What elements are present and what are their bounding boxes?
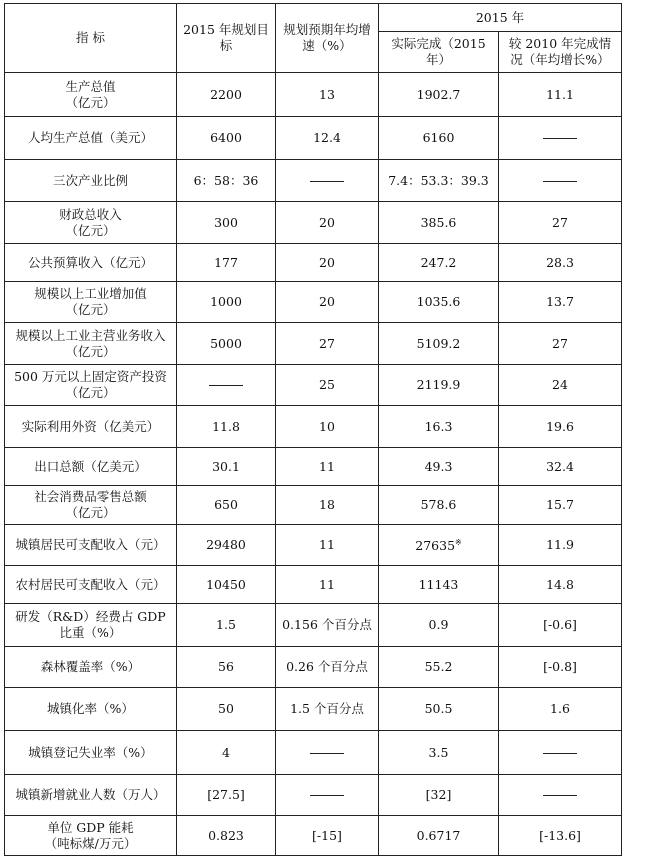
cell-value: 25 bbox=[319, 377, 335, 392]
cell-target bbox=[177, 73, 276, 117]
cell-compare bbox=[499, 647, 622, 688]
cell-value: 13 bbox=[319, 86, 335, 102]
cell-target bbox=[177, 486, 276, 525]
indicator-name bbox=[5, 566, 177, 604]
table-row bbox=[5, 244, 622, 282]
cell-target bbox=[177, 282, 276, 323]
indicator-name-line: 农村居民可支配收入（元） bbox=[15, 576, 166, 592]
cell-value: [-13.6] bbox=[539, 827, 581, 843]
cell-value: 3.5 bbox=[428, 744, 449, 760]
cell-growth bbox=[276, 647, 379, 688]
cell-target bbox=[177, 566, 276, 604]
cell-value: 0.9 bbox=[428, 617, 449, 632]
cell-value: 0.6717 bbox=[416, 827, 461, 843]
cell-target bbox=[177, 365, 276, 406]
cell-value: 32.4 bbox=[546, 458, 574, 474]
cell-actual bbox=[379, 117, 499, 160]
empty-dash bbox=[543, 138, 577, 139]
indicator-name bbox=[5, 406, 177, 448]
header-compare: 较 2010 年完成情况（年均增长%） bbox=[499, 32, 622, 73]
indicator-name bbox=[5, 365, 177, 406]
indicator-name-line: （亿元） bbox=[65, 505, 116, 520]
plan-indicators-table bbox=[4, 3, 622, 856]
cell-value: 16.3 bbox=[424, 418, 453, 434]
cell-value: 1.5 个百分点 bbox=[290, 701, 364, 716]
cell-growth bbox=[276, 688, 379, 731]
cell-compare bbox=[499, 525, 622, 566]
indicator-name bbox=[5, 486, 177, 525]
table-row bbox=[5, 688, 622, 731]
table-row bbox=[5, 486, 622, 525]
indicator-name-line: 公共预算收入（亿元） bbox=[27, 254, 153, 270]
cell-actual bbox=[379, 160, 499, 202]
table-row bbox=[5, 73, 622, 117]
cell-growth bbox=[276, 202, 379, 244]
cell-target bbox=[177, 525, 276, 566]
cell-value: 12.4 bbox=[313, 130, 341, 145]
table-row bbox=[5, 775, 622, 816]
cell-actual bbox=[379, 406, 499, 448]
indicator-name bbox=[5, 202, 177, 244]
cell-value: 10450 bbox=[206, 576, 246, 592]
indicator-name-line: 规模以上工业增加值 bbox=[34, 286, 147, 301]
indicator-name-line: （吨标煤/万元） bbox=[44, 835, 137, 851]
cell-compare bbox=[499, 365, 622, 406]
cell-target bbox=[177, 323, 276, 365]
table-row bbox=[5, 731, 622, 775]
indicator-name-line: （亿元） bbox=[65, 302, 116, 317]
cell-value: 20 bbox=[319, 214, 335, 230]
note-mark: ※ bbox=[455, 538, 462, 548]
indicator-name-line: （亿元） bbox=[65, 222, 116, 238]
cell-value: 11 bbox=[319, 576, 335, 592]
cell-compare bbox=[499, 448, 622, 486]
indicator-name bbox=[5, 448, 177, 486]
cell-value: 1902.7 bbox=[416, 86, 461, 102]
cell-value: 20 bbox=[319, 254, 335, 270]
cell-value: 11 bbox=[319, 537, 335, 552]
cell-value: 14.8 bbox=[546, 576, 574, 592]
empty-dash bbox=[310, 181, 344, 182]
cell-value: 177 bbox=[214, 254, 238, 270]
indicator-name-line: 出口总额（亿美元） bbox=[34, 458, 147, 474]
indicator-name-line: 实际利用外资（亿美元） bbox=[21, 418, 160, 434]
cell-target bbox=[177, 647, 276, 688]
cell-value: 27 bbox=[319, 335, 335, 351]
cell-value: 49.3 bbox=[424, 458, 453, 474]
cell-value: 50 bbox=[218, 701, 234, 716]
table-row bbox=[5, 406, 622, 448]
cell-value: 27635 bbox=[415, 538, 456, 554]
cell-value: 11.8 bbox=[212, 418, 240, 434]
cell-value: 11.1 bbox=[546, 86, 574, 102]
cell-value: [27.5] bbox=[207, 787, 245, 802]
cropped-footnote bbox=[0, 844, 651, 849]
cell-target bbox=[177, 244, 276, 282]
indicator-name-line: 社会消费品零售总额 bbox=[34, 489, 147, 504]
cell-value: 29480 bbox=[206, 537, 246, 552]
empty-dash bbox=[543, 181, 577, 182]
cell-actual bbox=[379, 688, 499, 731]
cell-target bbox=[177, 406, 276, 448]
cell-value: 578.6 bbox=[420, 497, 457, 512]
indicator-name-line: 城镇登记失业率（%） bbox=[28, 744, 153, 760]
cell-actual bbox=[379, 323, 499, 365]
indicator-name bbox=[5, 117, 177, 160]
cell-value: 50.5 bbox=[424, 701, 453, 716]
cell-compare bbox=[499, 566, 622, 604]
cell-compare bbox=[499, 73, 622, 117]
cell-value: 18 bbox=[319, 497, 335, 512]
cell-compare bbox=[499, 160, 622, 202]
indicator-name-line: （亿元） bbox=[65, 343, 116, 359]
indicator-name-line: 单位 GDP 能耗 bbox=[47, 819, 134, 835]
indicator-name-line: 财政总收入 bbox=[59, 206, 122, 222]
cell-compare bbox=[499, 323, 622, 365]
cell-growth bbox=[276, 160, 379, 202]
indicator-name bbox=[5, 73, 177, 117]
cell-actual bbox=[379, 365, 499, 406]
cell-growth bbox=[276, 816, 379, 856]
cell-actual bbox=[379, 244, 499, 282]
header-target: 2015 年规划目标 bbox=[177, 4, 276, 73]
cell-target bbox=[177, 448, 276, 486]
table-row bbox=[5, 365, 622, 406]
empty-dash bbox=[310, 795, 344, 796]
indicator-name bbox=[5, 282, 177, 323]
indicator-name bbox=[5, 160, 177, 202]
cell-growth bbox=[276, 282, 379, 323]
cell-value: 28.3 bbox=[546, 254, 574, 270]
cell-value: 2200 bbox=[210, 86, 242, 102]
cell-actual bbox=[379, 448, 499, 486]
cell-actual bbox=[379, 816, 499, 856]
indicator-name-line: （亿元） bbox=[65, 385, 116, 400]
cell-value: 11 bbox=[319, 458, 335, 474]
table-row bbox=[5, 604, 622, 647]
cell-value: 27 bbox=[552, 214, 568, 230]
cell-value: 24 bbox=[552, 377, 568, 392]
cell-value: 0.823 bbox=[208, 827, 244, 843]
indicator-name-line: 比重（%） bbox=[59, 625, 122, 640]
cell-target bbox=[177, 731, 276, 775]
cell-value: 13.7 bbox=[546, 294, 574, 309]
indicator-name-line: 研发（R&D）经费占 GDP bbox=[15, 609, 166, 624]
indicator-name-line: 城镇新增就业人数（万人） bbox=[15, 787, 166, 802]
table-row bbox=[5, 282, 622, 323]
header-growth: 规划预期年均增速（%） bbox=[276, 4, 379, 73]
cell-value: 6160 bbox=[422, 130, 455, 145]
cell-value: 247.2 bbox=[420, 254, 457, 270]
cell-value: 5109.2 bbox=[416, 335, 461, 351]
indicator-name bbox=[5, 647, 177, 688]
indicator-name bbox=[5, 604, 177, 647]
indicator-name-line: 规模以上工业主营业务收入 bbox=[15, 327, 166, 343]
table-row bbox=[5, 566, 622, 604]
indicator-name bbox=[5, 731, 177, 775]
table-row bbox=[5, 117, 622, 160]
cell-value: 30.1 bbox=[212, 458, 240, 474]
cell-target bbox=[177, 202, 276, 244]
cell-target bbox=[177, 160, 276, 202]
cell-compare bbox=[499, 282, 622, 323]
cell-growth bbox=[276, 604, 379, 647]
cell-value: 56 bbox=[218, 659, 234, 674]
cell-growth bbox=[276, 775, 379, 816]
table-row bbox=[5, 525, 622, 566]
cell-growth bbox=[276, 406, 379, 448]
cell-compare bbox=[499, 406, 622, 448]
cell-compare bbox=[499, 816, 622, 856]
cell-compare bbox=[499, 244, 622, 282]
cell-growth bbox=[276, 365, 379, 406]
table-row bbox=[5, 647, 622, 688]
cell-value: 1.5 bbox=[216, 617, 236, 632]
cell-value: 1000 bbox=[210, 294, 242, 309]
cell-actual bbox=[379, 604, 499, 647]
table-row bbox=[5, 160, 622, 202]
cell-growth bbox=[276, 73, 379, 117]
cell-target bbox=[177, 775, 276, 816]
indicator-name bbox=[5, 688, 177, 731]
cell-value: 650 bbox=[214, 497, 238, 512]
cell-value: 6400 bbox=[210, 130, 242, 145]
cell-growth bbox=[276, 731, 379, 775]
cell-value: 11.9 bbox=[546, 537, 574, 552]
indicator-name-line: 三次产业比例 bbox=[52, 172, 128, 188]
cell-target bbox=[177, 688, 276, 731]
cell-value: 27 bbox=[552, 335, 568, 351]
cell-value: 2119.9 bbox=[416, 377, 461, 392]
indicator-name bbox=[5, 525, 177, 566]
table-row bbox=[5, 202, 622, 244]
cell-value: [-0.8] bbox=[543, 659, 577, 674]
indicator-name-line: （亿元） bbox=[65, 94, 116, 110]
indicator-name-line: 生产总值 bbox=[65, 78, 116, 94]
cell-value: 15.7 bbox=[546, 497, 574, 512]
header-actual: 实际完成（2015 年） bbox=[379, 32, 499, 73]
cell-value: 6：58：36 bbox=[193, 172, 259, 188]
cell-growth bbox=[276, 486, 379, 525]
cell-value: 19.6 bbox=[546, 418, 574, 434]
empty-dash bbox=[543, 753, 577, 754]
cell-compare bbox=[499, 688, 622, 731]
cell-value: 1035.6 bbox=[416, 294, 461, 309]
cell-compare bbox=[499, 775, 622, 816]
cell-actual bbox=[379, 73, 499, 117]
cell-value: [-15] bbox=[312, 827, 342, 843]
cell-compare bbox=[499, 604, 622, 647]
cell-value: 300 bbox=[214, 214, 238, 230]
cell-growth bbox=[276, 323, 379, 365]
table-container bbox=[4, 3, 622, 856]
cell-actual bbox=[379, 566, 499, 604]
cell-actual bbox=[379, 775, 499, 816]
cell-actual bbox=[379, 486, 499, 525]
cell-value: 7.4：53.3：39.3 bbox=[388, 172, 489, 188]
cell-value: 0.26 个百分点 bbox=[286, 659, 368, 674]
indicator-name bbox=[5, 244, 177, 282]
table-row bbox=[5, 816, 622, 856]
cell-compare bbox=[499, 731, 622, 775]
cell-growth bbox=[276, 448, 379, 486]
cell-value: 55.2 bbox=[424, 659, 453, 674]
cell-actual bbox=[379, 282, 499, 323]
header-year-group: 2015 年 bbox=[379, 4, 622, 32]
cell-value: [32] bbox=[425, 787, 452, 802]
indicator-name-line: 城镇居民可支配收入（元） bbox=[15, 537, 166, 552]
cell-value: 4 bbox=[222, 744, 230, 760]
cell-target bbox=[177, 816, 276, 856]
cell-growth bbox=[276, 244, 379, 282]
cell-actual bbox=[379, 731, 499, 775]
cell-value: 10 bbox=[319, 418, 335, 434]
cell-actual bbox=[379, 647, 499, 688]
cell-value: 20 bbox=[319, 294, 335, 309]
cell-value: 1.6 bbox=[550, 701, 570, 716]
indicator-name bbox=[5, 775, 177, 816]
empty-dash bbox=[310, 753, 344, 754]
empty-dash bbox=[209, 385, 243, 386]
table-body bbox=[5, 73, 622, 856]
indicator-name-line: 森林覆盖率（%） bbox=[40, 659, 141, 674]
cell-actual bbox=[379, 202, 499, 244]
cell-compare bbox=[499, 486, 622, 525]
cell-target bbox=[177, 604, 276, 647]
indicator-name bbox=[5, 323, 177, 365]
cell-value: 0.156 个百分点 bbox=[282, 617, 372, 632]
cell-target bbox=[177, 117, 276, 160]
cell-compare bbox=[499, 117, 622, 160]
cell-growth bbox=[276, 525, 379, 566]
cell-value: 5000 bbox=[210, 335, 242, 351]
indicator-name-line: 城镇化率（%） bbox=[47, 701, 134, 716]
cell-growth bbox=[276, 117, 379, 160]
cell-value: [-0.6] bbox=[543, 617, 577, 632]
indicator-name bbox=[5, 816, 177, 856]
table-row bbox=[5, 323, 622, 365]
cell-compare bbox=[499, 202, 622, 244]
cell-value: 11143 bbox=[418, 576, 459, 592]
cell-growth bbox=[276, 566, 379, 604]
cell-actual bbox=[379, 525, 499, 566]
indicator-name-line: 500 万元以上固定资产投资 bbox=[14, 369, 167, 384]
header-indicator: 指 标 bbox=[5, 4, 177, 73]
cell-value: 385.6 bbox=[420, 214, 457, 230]
indicator-name-line: 人均生产总值（美元） bbox=[27, 130, 153, 145]
empty-dash bbox=[543, 795, 577, 796]
table-row bbox=[5, 448, 622, 486]
